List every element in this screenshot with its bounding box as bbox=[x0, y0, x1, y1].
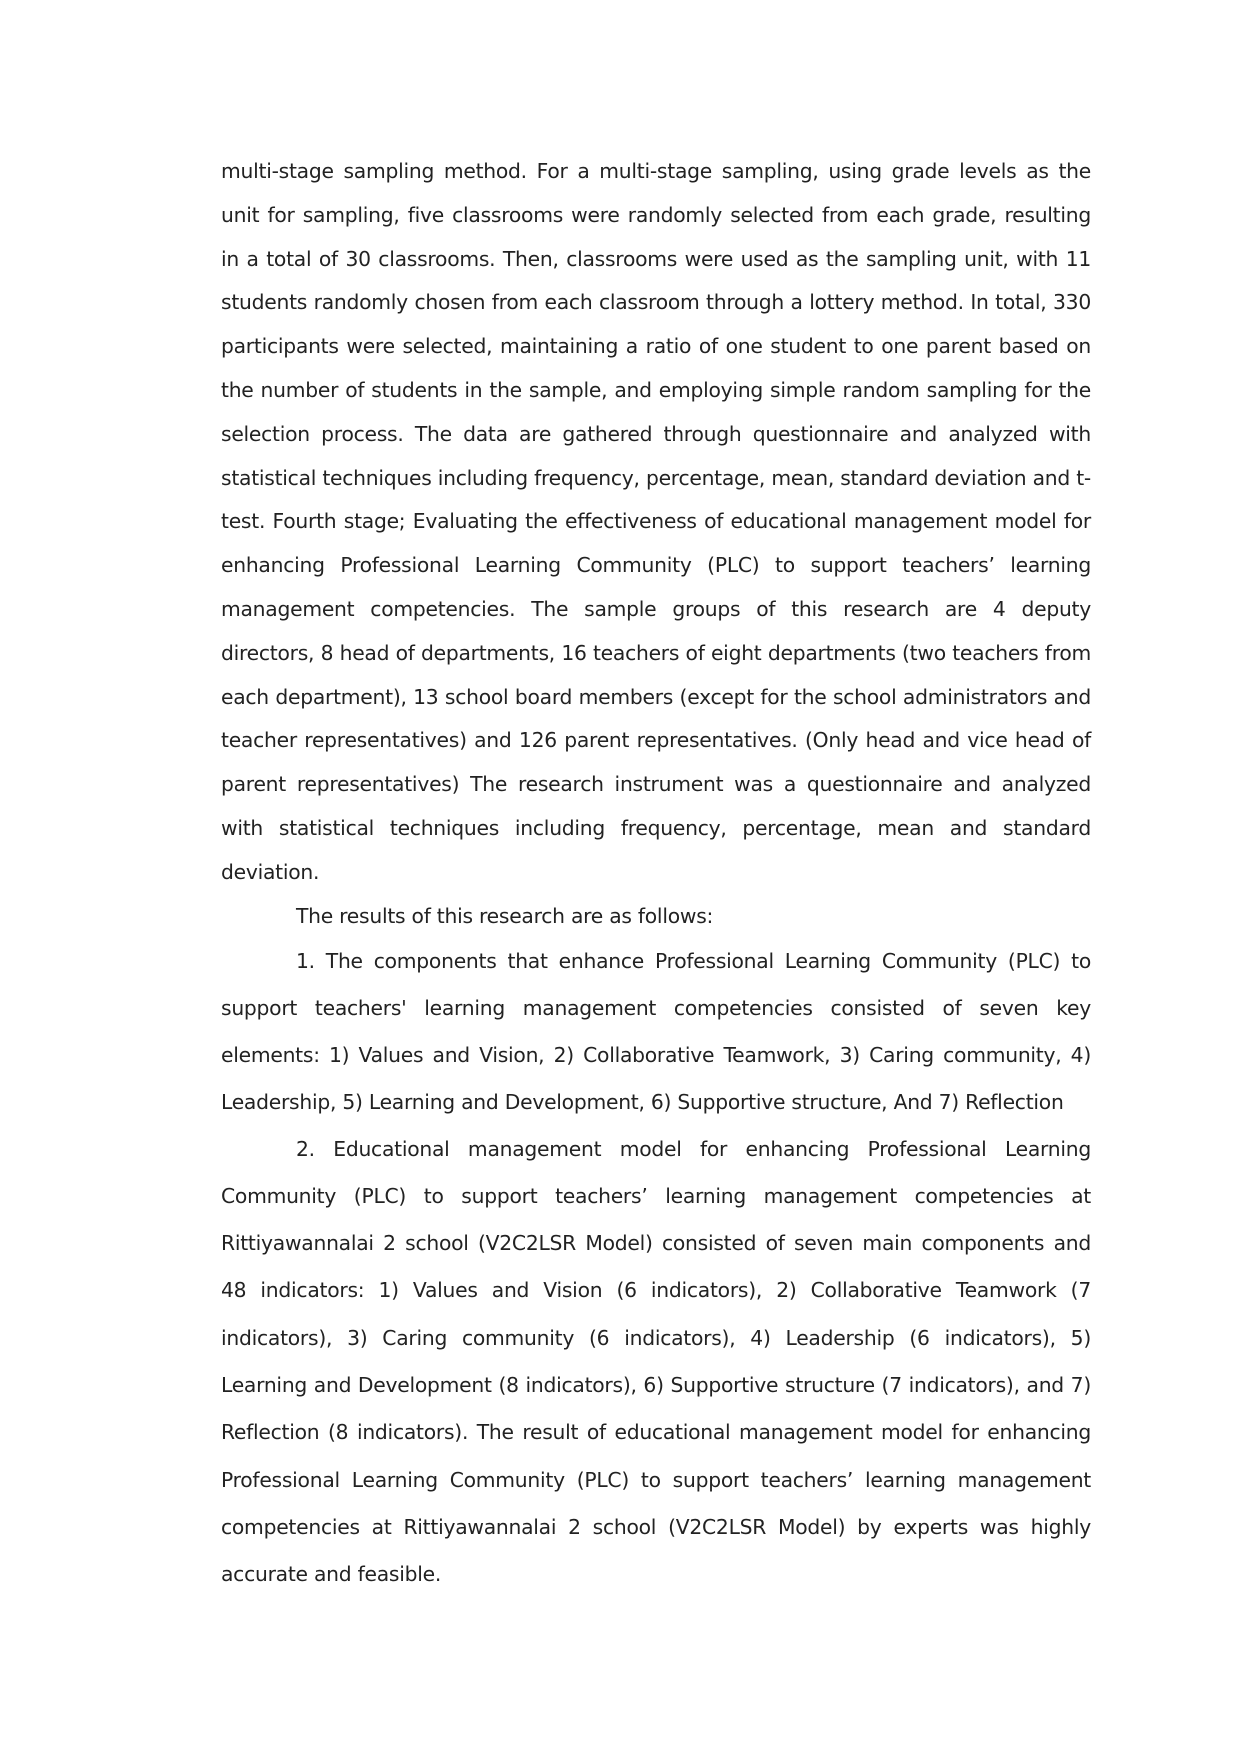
document-page bbox=[221, 150, 1091, 1599]
result-item-2: 2. Educational management model for enhancing Professional Learning Community (PLC) to support teachers’ learning management competencies at Rittiyawannalai 2 school (V2C2LSR Model) consisted of seven main components and 48 indicators: 1) Values and Vision (6 indicators), 2) Collaborative Teamwork (7 indicators), 3) Caring community (6 indicators), 4) Leadership (6 indicators), 5) Learning and Development (8 indicators), 6) Supportive structure (7 indicators), and 7) Reflection (8 indicators). The result of educational management model for enhancing Professional Learning Community (PLC) to support teachers’ learning management competencies at Rittiyawannalai 2 school (V2C2LSR Model) by experts was highly accurate and feasible. bbox=[221, 1136, 1091, 1587]
results-heading: The results of this research are as follows: bbox=[296, 903, 714, 928]
result-item-1: 1. The components that enhance Professional Learning Community (PLC) to support teachers' learning management competencies consisted of seven key elements: 1) Values and Vision, 2) Collaborative Teamwork, 3) Caring community, 4) Leadership, 5) Learning and Development, 6) Supportive structure, And 7) Reflection bbox=[221, 948, 1091, 1114]
intro-paragraph: multi-stage sampling method. For a multi-stage sampling, using grade levels as the unit for sampling, five classrooms were randomly selected from each grade, resulting in a total of 30 classrooms. Then, classrooms were used as the sampling unit, with 11 students randomly chosen from each classroom through a lottery method. In total, 330 participants were selected, maintaining a ratio of one student to one parent based on the number of students in the sample, and employing simple random sampling for the selection process. The data are gathered through questionnaire and analyzed with statistical techniques including frequency, percentage, mean, standard deviation and t-test. Fourth stage; Evaluating the effectiveness of educational management model for enhancing Professional Learning Community (PLC) to support teachers’ learning management competencies. The sample groups of this research are 4 deputy directors, 8 head of departments, 16 teachers of eight departments (two teachers from each department), 13 school board members (except for the school administrators and teacher representatives) and 126 parent representatives. (Only head and vice head of parent representatives) The research instrument was a questionnaire and analyzed with statistical techniques including frequency, percentage, mean and standard deviation. bbox=[221, 159, 1091, 884]
